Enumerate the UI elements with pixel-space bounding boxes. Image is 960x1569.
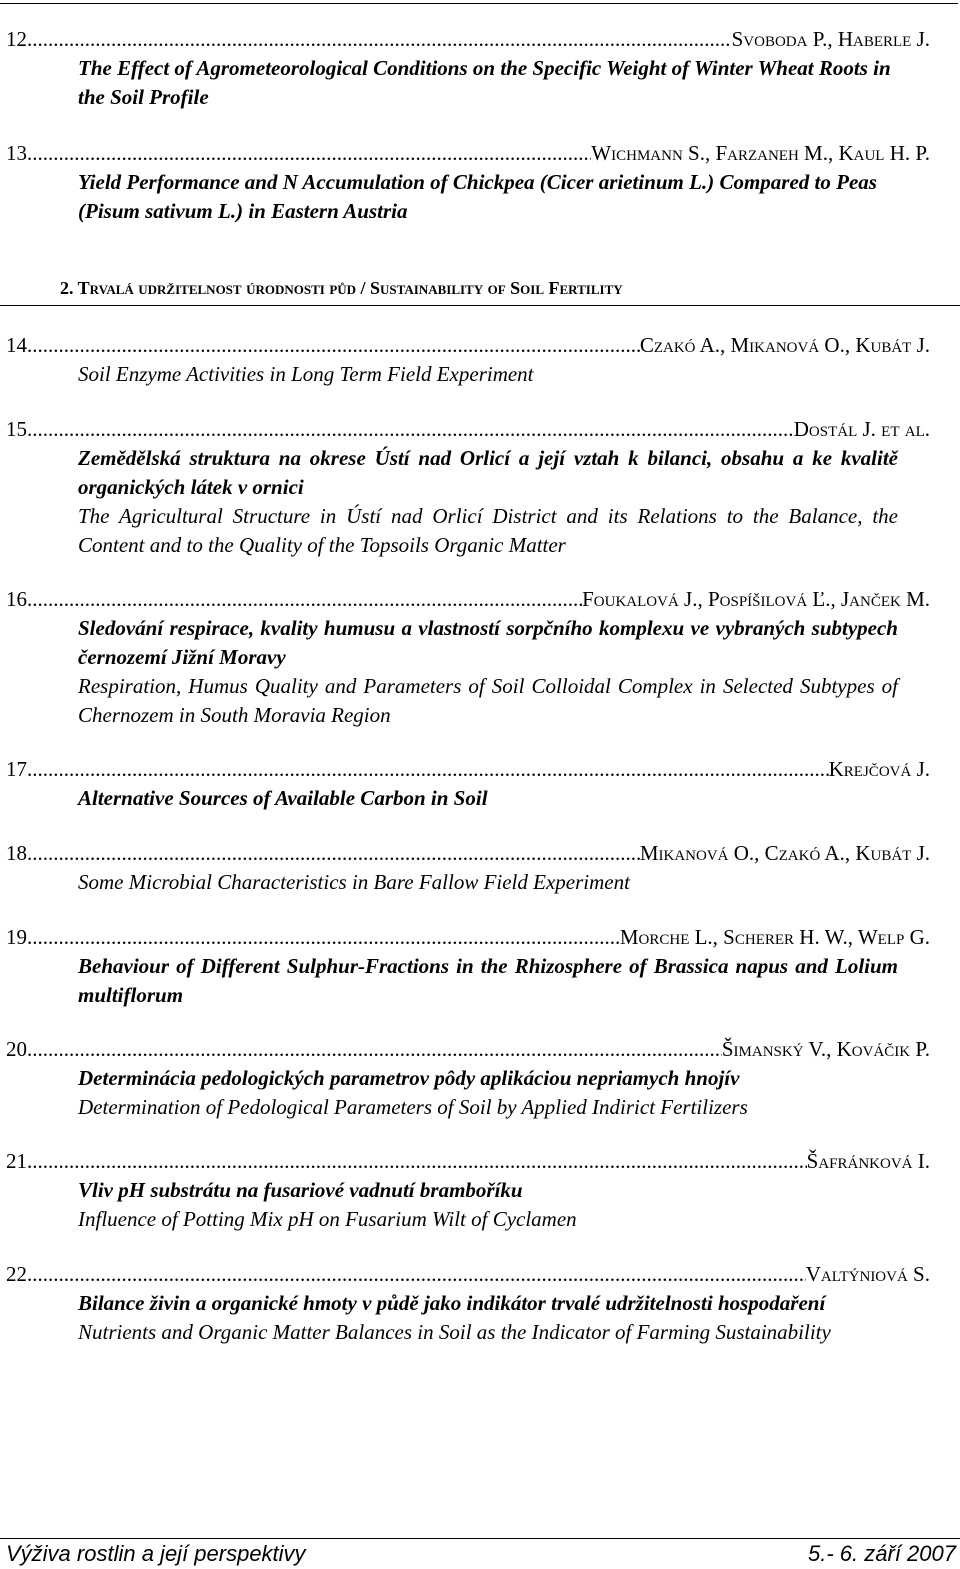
dot-leader — [32, 331, 640, 360]
entry-number: 12. — [6, 27, 33, 51]
toc-entry-18[interactable] — [6, 839, 930, 897]
toc-entry-15[interactable] — [6, 415, 930, 560]
footer-date: 5.- 6. září 2007 — [808, 1541, 956, 1566]
entry-authors: Valtýniová S. — [805, 1262, 930, 1286]
entry-number: 21. — [6, 1149, 33, 1173]
entry-title-english: The Agricultural Structure in Ústí nad Orlicí District and its Relations to the Balance, the Content and to the Quality of the Topsoils Organic Matter — [78, 504, 898, 557]
entry-authors: Wichmann S., Farzaneh M., Kaul H. P. — [591, 141, 930, 165]
dot-leader — [32, 923, 620, 952]
entry-title: The Effect of Agrometeorological Conditions on the Specific Weight of Winter Wheat Roots in the Soil Profile — [78, 56, 891, 109]
entry-title: Zemědělská struktura na okrese Ústí nad Orlicí a její vztah k bilanci, obsahu a ke kvalitě organických látek v ornici — [78, 446, 898, 499]
toc-entry-21[interactable] — [6, 1147, 930, 1234]
entry-title: Some Microbial Characteristics in Bare Fallow Field Experiment — [78, 870, 630, 894]
entry-authors: Šafránková I. — [806, 1149, 930, 1173]
entry-number: 19. — [6, 925, 33, 949]
entry-title-english: Nutrients and Organic Matter Balances in Soil as the Indicator of Farming Sustainability — [78, 1320, 831, 1344]
entry-title: Determinácia pedologických parametrov pôdy aplikáciou nepriamych hnojív — [78, 1066, 740, 1090]
entry-authors: Svoboda P., Haberle J. — [731, 27, 930, 51]
toc-entry-22[interactable] — [6, 1260, 930, 1347]
toc-entry-12[interactable] — [6, 25, 930, 112]
toc-entry-14[interactable] — [6, 331, 930, 389]
dot-leader — [32, 1035, 722, 1064]
entry-number: 18. — [6, 841, 33, 865]
footer-rule — [0, 1538, 960, 1539]
entry-title: Bilance živin a organické hmoty v půdě jako indikátor trvalé udržitelnosti hospodaření — [78, 1291, 826, 1315]
entry-authors: Morche L., Scherer H. W., Welp G. — [619, 925, 930, 949]
dot-leader — [32, 25, 731, 54]
dot-leader — [32, 755, 828, 784]
section-rule — [0, 305, 960, 306]
entry-title-english: Determination of Pedological Parameters of Soil by Applied Indirict Fertilizers — [78, 1095, 748, 1119]
dot-leader — [32, 1147, 806, 1176]
footer-publication-title: Výživa rostlin a její perspektivy — [6, 1541, 306, 1566]
entry-number: 16. — [6, 587, 33, 611]
entry-authors: Krejčová J. — [828, 757, 930, 781]
entry-authors: Šimanský V., Kováčik P. — [721, 1037, 930, 1061]
entry-title-english: Respiration, Humus Quality and Parameters of Soil Colloidal Complex in Selected Subtypes of Chernozem in South Moravia Region — [78, 674, 898, 727]
dot-leader — [32, 415, 794, 444]
entry-title: Soil Enzyme Activities in Long Term Field Experiment — [78, 362, 534, 386]
entry-title: Vliv pH substrátu na fusariové vadnutí bramboříku — [78, 1178, 523, 1202]
entry-title: Sledování respirace, kvality humusu a vlastností sorpčního komplexu ve vybraných subtypech černozemí Jižní Moravy — [78, 616, 898, 669]
entry-authors: Czakó A., Mikanová O., Kubát J. — [639, 333, 930, 357]
toc-entry-17[interactable] — [6, 755, 930, 813]
toc-entry-20[interactable] — [6, 1035, 930, 1122]
entry-number: 20. — [6, 1037, 33, 1061]
entry-title: Yield Performance and N Accumulation of Chickpea (Cicer arietinum L.) Compared to Peas (Pisum sativum L.) in Eastern Austria — [78, 170, 877, 223]
entry-number: 15. — [6, 417, 33, 441]
dot-leader — [32, 139, 591, 168]
entry-authors: Dostál J. et al. — [793, 417, 930, 441]
entry-number: 13. — [6, 141, 33, 165]
top-rule — [0, 3, 958, 4]
dot-leader — [32, 585, 582, 614]
section-heading: 2. Trvalá udržitelnost úrodnosti půd / Sustainability of Soil Fertility — [60, 278, 623, 298]
toc-entry-13[interactable] — [6, 139, 930, 226]
dot-leader — [32, 839, 640, 868]
entry-title: Alternative Sources of Available Carbon in Soil — [78, 786, 488, 810]
toc-entry-19[interactable] — [6, 923, 930, 1010]
entry-number: 14. — [6, 333, 33, 357]
entry-authors: Mikanová O., Czakó A., Kubát J. — [639, 841, 930, 865]
toc-entry-16[interactable] — [6, 585, 930, 730]
entry-title-english: Influence of Potting Mix pH on Fusarium Wilt of Cyclamen — [78, 1207, 577, 1231]
dot-leader — [32, 1260, 805, 1289]
entry-title: Behaviour of Different Sulphur-Fractions in the Rhizosphere of Brassica napus and Lolium multiflorum — [78, 954, 898, 1007]
entry-authors: Foukalová J., Pospíšilová Ľ., Janček M. — [582, 587, 930, 611]
entry-number: 22. — [6, 1262, 33, 1286]
entry-number: 17. — [6, 757, 33, 781]
